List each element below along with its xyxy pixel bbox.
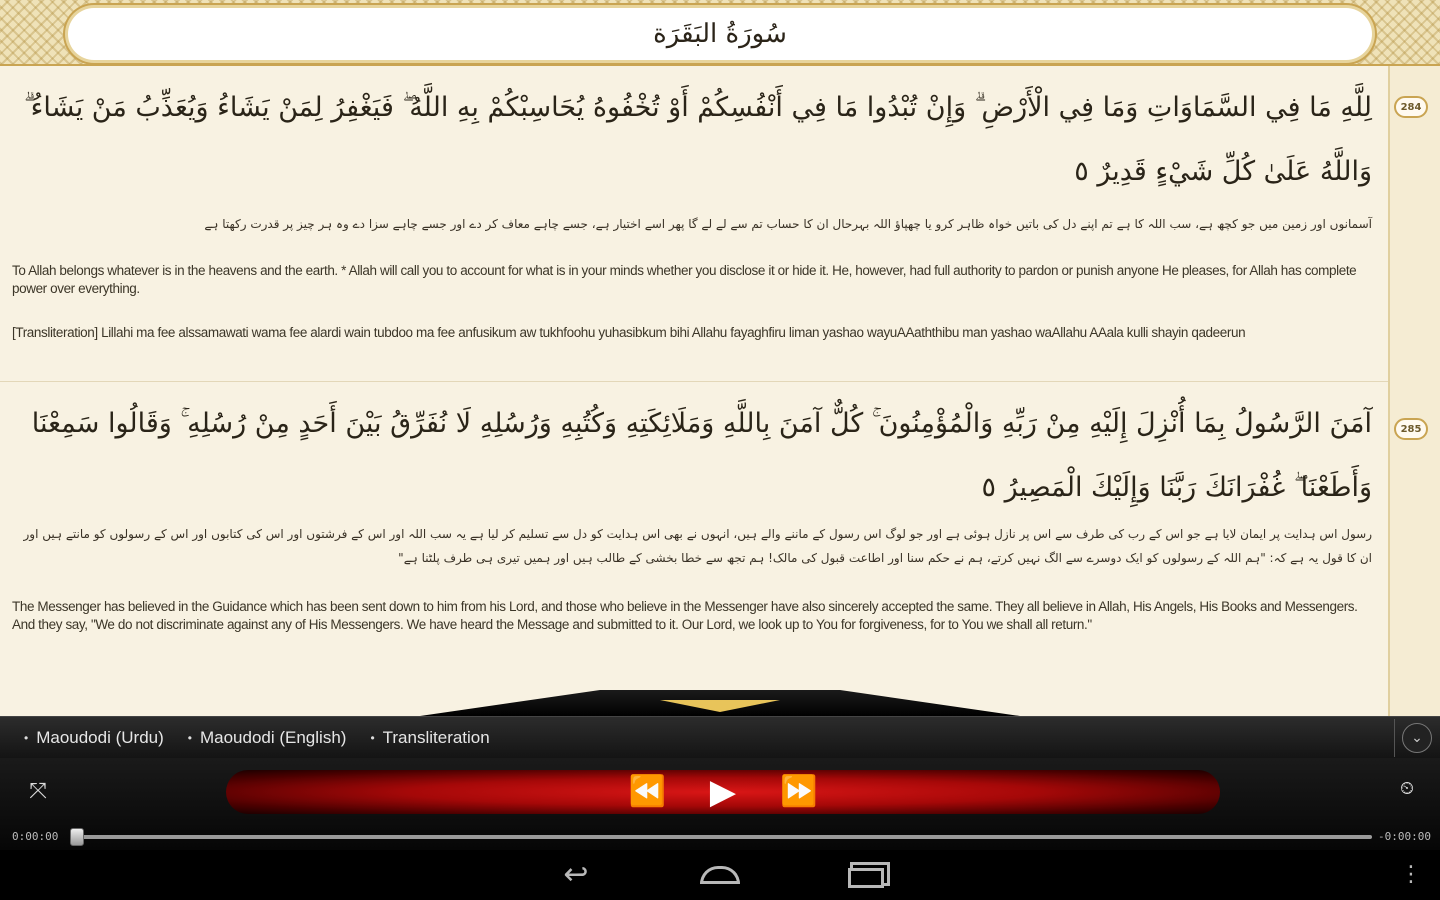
home-icon[interactable] [690,858,750,892]
verse-english-translation: To Allah belongs whatever is in the heavens and the earth. * Allah will call you to account for what is in your minds whether you disclose it or hide it. He, however, had full authority to pardon or punish anyone He pleases, for Allah has complete power over everything. [12,263,1357,296]
verse-arabic-text: لِلَّهِ مَا فِي السَّمَاوَاتِ وَمَا فِي الْأَرْضِ ۗ وَإِنْ تُبْدُوا مَا فِي أَنْفُسِكُمْ أَوْ تُخْفُوهُ يُحَاسِبْكُمْ بِهِ اللَّهُ ۖ فَيَغْفِرُ لِمَنْ يَشَاءُ وَيُعَذِّبُ مَنْ يَشَاءُ ۗ وَاللَّهُ عَلَىٰ كُلِّ شَيْءٍ قَدِيرٌ ٥ [23,92,1372,187]
translation-option-label: Maoudodi (Urdu) [36,727,164,747]
overflow-menu-icon[interactable]: ⋮ [1400,862,1422,887]
verse-number-badge: 284 [1394,96,1428,118]
bullet-icon: • [24,730,29,745]
surah-title-plate [68,8,1372,60]
translation-option-transliteration[interactable] [370,728,489,748]
verse-english-translation: The Messenger has believed in the Guidance which has been sent down to him from his Lord, and those who believe in the Messenger have also sincerely accepted the same. They all believe in Allah, His Angels, His Books and Messengers. And they say, "We do not discriminate against any of His Messengers. We have heard the Message and submitted to it. Our Lord, we look up to You for forgiveness, for to You we shall all return." [12,599,1358,632]
translation-option-urdu[interactable] [24,728,164,748]
system-nav-bar [0,850,1440,900]
surah-header [0,0,1440,66]
translation-selector-bar [0,716,1440,758]
back-icon[interactable]: ↩ [563,857,589,892]
seek-bar[interactable] [76,835,1372,839]
transport-controls [226,770,1220,814]
verse-arabic-text: آمَنَ الرَّسُولُ بِمَا أُنْزِلَ إِلَيْهِ مِنْ رَبِّهِ وَالْمُؤْمِنُونَ ۚ كُلٌّ آمَنَ بِاللَّهِ وَمَلَائِكَتِهِ وَكُتُبِهِ وَرُسُلِهِ لَا نُفَرِّقُ بَيْنَ أَحَدٍ مِنْ رُسُلِهِ ۚ وَقَالُوا سَمِعْنَا وَأَطَعْنَا ۖ غُفْرَانَكَ رَبَّنَا وَإِلَيْكَ الْمَصِيرُ ٥ [31,408,1372,503]
elapsed-time: 0:00:00 [12,830,59,843]
translation-option-label: Transliteration [382,727,490,747]
verse-transliteration: [Transliteration] Lillahi ma fee alssamawati wama fee alardi wain tubdoo ma fee anfusikum aw tukhfoohu yuhasibkum bihi Allahu fayaghfiru liman yashao wayuAAaththibu man yashao waAllahu AAala kulli shayin qadeerun [12,325,1246,340]
remaining-time: -0:00:00 [1378,830,1431,843]
verse-number-margin [1388,66,1440,716]
recent-apps-icon[interactable] [836,858,896,892]
verse-urdu-translation: آسمانوں اور زمین میں جو کچھ ہے، سب اللہ کا ہے تم اپنے دل کی باتیں خواہ ظاہر کرو یا چھپاؤ اللہ بہرحال ان کا حساب تم سے لے لے گا پھر اسے اختیار ہے، جسے چاہے معاف کر دے اور جسے چاہے سزا دے وہ ہر چیز پر قدرت رکھتا ہے [204,217,1372,231]
timer-icon[interactable]: ⏲ [1399,778,1415,799]
fullscreen-icon[interactable]: ⤧ [29,779,47,804]
divider [1394,719,1395,757]
rewind-icon[interactable]: ⏪ [628,774,666,809]
verse-number-badge: 285 [1394,418,1428,440]
audio-player [0,758,1440,850]
verse-item[interactable] [0,382,1422,716]
verse-list[interactable] [0,66,1440,716]
translation-option-english[interactable] [188,728,347,748]
play-icon[interactable]: ▶ [709,772,737,812]
seek-thumb[interactable] [70,828,84,846]
chevron-down-icon[interactable]: ⌄ [1402,723,1432,753]
bullet-icon: • [370,730,375,745]
surah-title: سُورَةُ البَقَرَة [653,19,787,49]
verse-urdu-translation: رسول اس ہدایت پر ایمان لایا ہے جو اس کے رب کی طرف سے اس پر نازل ہوئی ہے اور جو لوگ اس رسول کے ماننے والے ہیں، انہوں نے بھی اس ہدایت کو دل سے تسلیم کر لیا ہے یہ سب اللہ اور اس کے فرشتوں اور اس کی کتابوں اور اس کے رسولوں کو مانتے ہیں اور ان کا قول یہ ہے کہ: "ہم اللہ کے رسولوں کو ایک دوسرے سے الگ نہیں کرتے، ہم نے حکم سنا اور اطاعت قبول کی مالک! ہم تجھ سے خطا بخشی کے طالب ہیں اور ہمیں تیری ہی طرف پلٹنا ہے" [23,527,1372,565]
fast-forward-icon[interactable]: ⏩ [780,774,818,809]
translation-option-label: Maoudodi (English) [199,727,347,747]
verse-item[interactable] [0,66,1422,382]
bullet-icon: • [187,730,192,745]
